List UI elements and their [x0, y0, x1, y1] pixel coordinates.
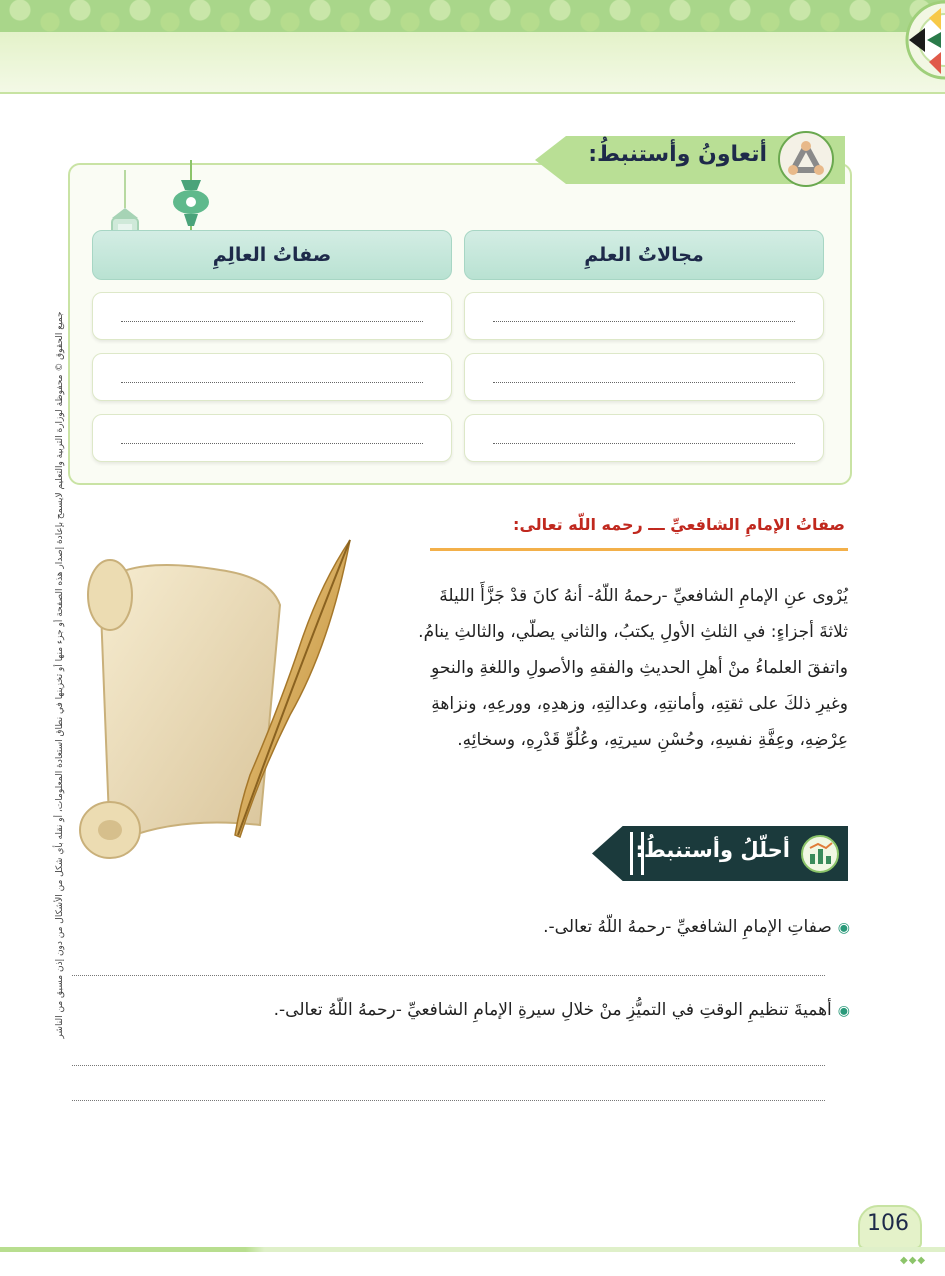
analysis-icon	[800, 834, 840, 874]
answer-cell[interactable]	[92, 414, 452, 462]
answer-cell[interactable]	[464, 414, 824, 462]
answer-line[interactable]	[72, 1100, 825, 1101]
corner-ornament-icon	[895, 0, 945, 90]
answer-line[interactable]	[72, 1065, 825, 1066]
paragraph-line: عِرْضِهِ، وعِفَّةِ نفسِهِ، وحُسْنِ سيرتِهِ، وعُلُوِّ قَدْرِهِ، وسخائِهِ.	[457, 730, 848, 750]
activity1-tab	[535, 130, 845, 188]
footer-dots-icon: ◆◆◆	[900, 1255, 927, 1266]
section-underline	[430, 548, 848, 551]
question-1	[543, 917, 850, 937]
answer-cell[interactable]	[92, 353, 452, 401]
biography-paragraph	[382, 578, 848, 758]
scroll-and-quill-icon	[70, 525, 370, 870]
page-number: 106	[867, 1211, 909, 1236]
paragraph-line: واتفقَ العلماءُ منْ أهلِ الحديثِ والفقهِ والأصولِ واللغةِ والنحوِ	[431, 658, 848, 678]
copyright-side-note	[50, 300, 70, 1060]
activity2-title: أحلّلُ وأستنبطُ:	[635, 838, 790, 862]
paragraph-line: ثلاثةَ أجزاءٍ: في الثلثِ الأولِ يكتبُ، والثاني يصلّي، والثالثِ ينامُ.	[418, 622, 848, 642]
column-header-fields: مجالاتُ العلمِ	[464, 230, 824, 280]
footer-line	[0, 1247, 945, 1252]
question-2	[274, 1000, 850, 1020]
activity1-title: أتعاونُ وأستنبطُ:	[588, 142, 767, 167]
cooperation-icon	[777, 130, 835, 188]
top-decorative-band	[0, 0, 945, 32]
answer-cell[interactable]	[464, 353, 824, 401]
answer-line[interactable]	[72, 975, 825, 976]
paragraph-line: يُرْوى عنِ الإمامِ الشافعيِّ -رحمهُ اللّهُ- أنهُ كانَ قدْ جَزَّأَ الليلةَ	[439, 586, 848, 606]
question-2-text: أهميةَ تنظيمِ الوقتِ في التميُّزِ منْ خلالِ سيرةِ الإمامِ الشافعيِّ -رحمهُ اللّهُ تعالى-.	[273, 1000, 832, 1020]
paragraph-line: وغيرِ ذلكَ على ثقتِهِ، وأمانتِهِ، وعدالتِهِ، وزهدِهِ، وورعِهِ، ونزاهةِ	[431, 694, 848, 714]
activity2-tab	[592, 826, 848, 881]
answer-cell[interactable]	[92, 292, 452, 340]
column-header-qualities: صفاتُ العالِمِ	[92, 230, 452, 280]
hanging-lamp-icon	[166, 160, 216, 240]
copyright-text: جميع الحقوق © محفوظة لوزارة التربية والتعليم لايسمح بإعادة إصدار هذه الصفحة أو جزء منها أو تخزينها في نطاق استعادة المعلومات، أو نقله بأي شكل من الأشكال من دون إذن مسبق من الناشر	[55, 311, 65, 1039]
header-band	[0, 32, 945, 92]
answer-cell[interactable]	[464, 292, 824, 340]
section-heading: صفاتُ الإمامِ الشافعيِّ ـــ رحمه اللّه تعالى:	[513, 515, 845, 534]
bullet-icon: ◉	[837, 920, 850, 936]
page-number-badge	[858, 1205, 928, 1245]
question-1-text: صفاتِ الإمامِ الشافعيِّ -رحمهُ اللّهُ تعالى-.	[543, 917, 832, 937]
bullet-icon: ◉	[837, 1003, 850, 1019]
header-divider	[0, 92, 945, 94]
